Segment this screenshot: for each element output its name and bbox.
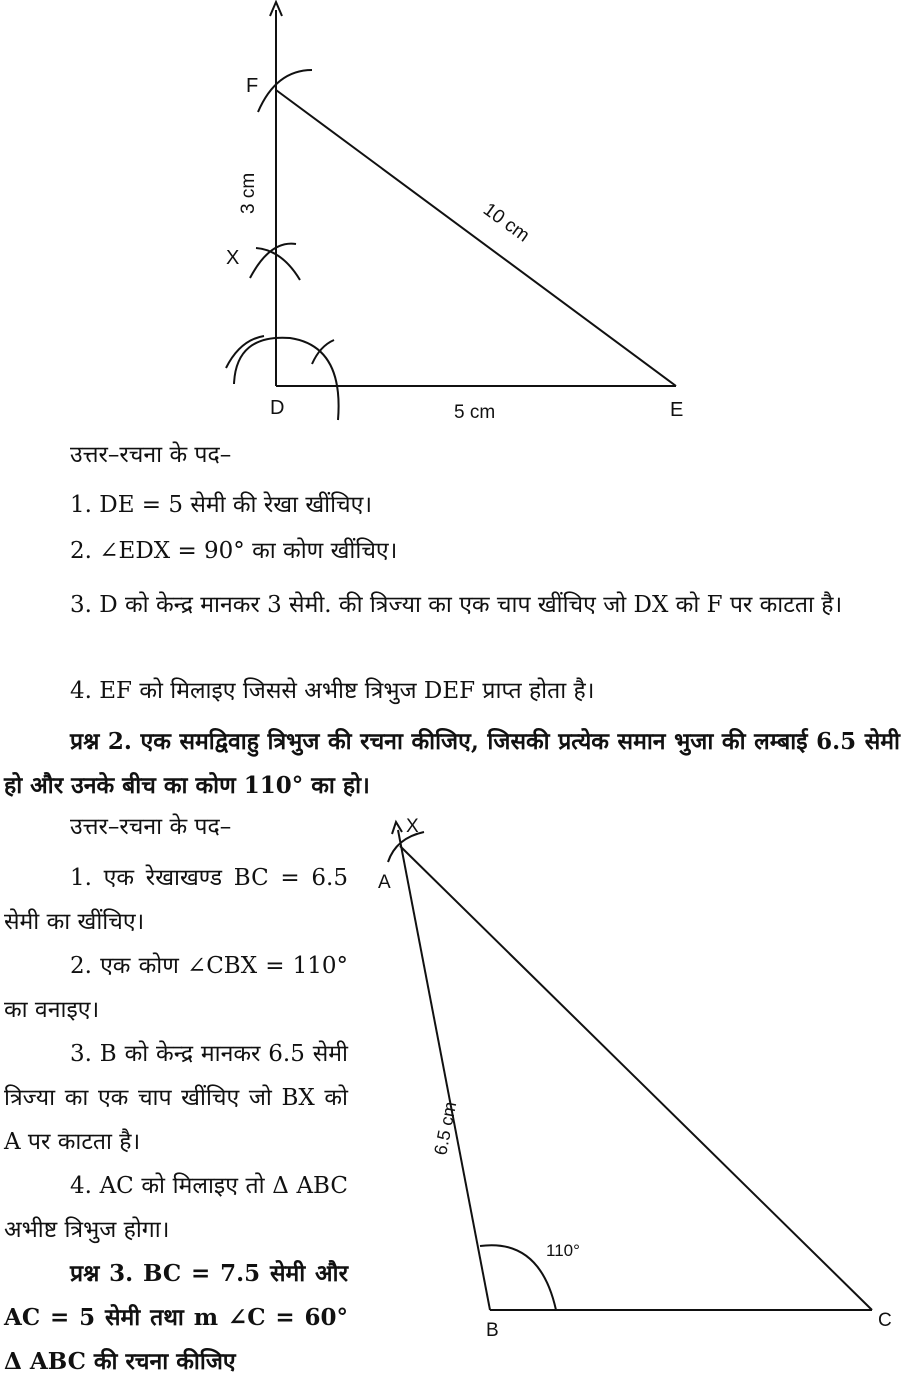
label-c: C (878, 1310, 892, 1331)
label-b: B (486, 1320, 499, 1341)
section-2-steps (4, 856, 348, 1384)
step2-2: 2. एक कोण ∠CBX = 110° का वनाइए। (4, 953, 348, 1023)
answer-heading-1: उत्तर–रचना के पद– (70, 442, 232, 468)
arc-angle-110 (480, 1245, 556, 1310)
measure-de: 5 cm (454, 402, 496, 423)
label-f: F (246, 75, 259, 97)
label-e: E (670, 399, 684, 421)
arc-at-x-2 (256, 248, 300, 280)
step2-1: 1. एक रेखाखण्ड BC = 6.5 सेमी का खींचिए। (4, 865, 348, 935)
label-x2: X (406, 816, 419, 837)
step-1: 1. DE = 5 सेमी की रेखा खींचिए। (70, 492, 373, 518)
step-2: 2. ∠EDX = 90° का कोण खींचिए। (70, 538, 398, 564)
arc-at-d-small-right (312, 340, 334, 364)
label-a: A (378, 872, 391, 893)
figure-triangle-def (0, 0, 904, 440)
arc-at-a (388, 832, 424, 862)
step-3: 3. D को केन्द्र मानकर 3 सेमी. की त्रिज्या का एक चाप खींचिए जो DX को F पर काटता है। (70, 592, 843, 618)
arc-at-d-large (234, 338, 339, 420)
step2-3: 3. B को केन्द्र मानकर 6.5 सेमी त्रिज्या का एक चाप खींचिए जो BX को A पर काटता है। (4, 1041, 348, 1155)
step-4: 4. EF को मिलाइए जिससे अभीष्ट त्रिभुज DEF प्राप्त होता है। (70, 678, 595, 704)
step2-4: 4. AC को मिलाइए तो Δ ABC अभीष्ट त्रिभुज होगा। (4, 1173, 348, 1243)
segment-ab (398, 830, 490, 1310)
measure-fe: 10 cm (479, 199, 534, 247)
measure-angle: 110° (546, 1241, 580, 1260)
segment-fe (276, 90, 676, 386)
ray-arrowhead-x (392, 822, 402, 834)
measure-df: 3 cm (238, 172, 259, 214)
label-d: D (270, 397, 285, 419)
question-3: प्रश्न 3. BC = 7.5 सेमी और AC = 5 सेमी तथा m ∠C = 60° Δ ABC की रचना कीजिए (4, 1260, 348, 1375)
label-x: X (226, 247, 240, 269)
segment-ac (400, 846, 872, 1310)
question-2: प्रश्न 2. एक समद्विवाहु त्रिभुज की रचना कीजिए, जिसकी प्रत्येक समान भुजा की लम्बाई 6.5 सेमी हो और उनके बीच का कोण 110° का हो। (4, 728, 900, 799)
measure-ab: 6.5 cm (430, 1099, 461, 1157)
arc-at-f (258, 70, 312, 112)
answer-heading-2: उत्तर–रचना के पद– (70, 814, 232, 840)
